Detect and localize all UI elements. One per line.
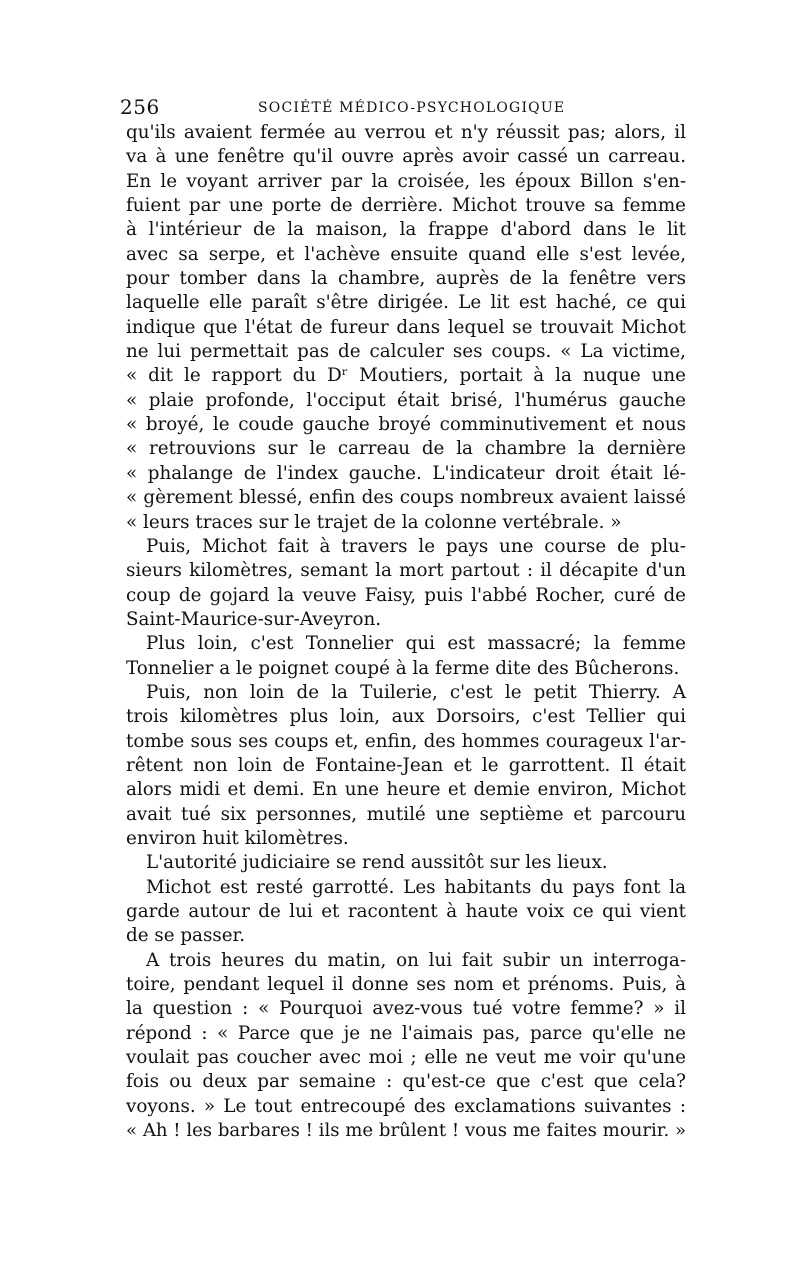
text-line: qu'ils avaient fermée au verrou et n'y réussit pas; alors, il — [126, 122, 686, 143]
text-line: avait tué six personnes, mutilé une septième et parcouru — [126, 803, 686, 825]
text-line: à l'intérieur de la maison, la frappe d'abord dans le lit — [126, 219, 686, 241]
text-line: pour tomber dans la chambre, auprès de la fenêtre vers — [126, 268, 686, 290]
text-line: garde autour de lui et racontent à haute voix ce qui vient — [126, 901, 686, 922]
body-text — [126, 121, 686, 1143]
text-line: « retrouvions sur le carreau de la chambre la dernière — [126, 438, 686, 460]
text-line: Michot est resté garrotté. Les habitants du pays font la — [146, 876, 686, 898]
running-title: SOCIÉTÉ MÉDICO-PSYCHOLOGIQUE — [258, 100, 566, 116]
text-line: rêtent non loin de Fontaine-Jean et le garrottent. Il était — [126, 754, 686, 776]
text-line: A trois heures du matin, on lui fait subir un interroga- — [146, 949, 686, 971]
text-line: tombe sous ses coups et, enfin, des hommes courageux l'ar- — [126, 730, 686, 752]
text-line: Saint-Maurice-sur-Aveyron. — [126, 608, 382, 630]
text-line: « dit le rapport du Dʳ Moutiers, portait à la nuque une — [126, 365, 686, 387]
running-head — [120, 94, 680, 120]
text-line: L'autorité judiciaire se rend aussitôt sur les lieux. — [146, 852, 608, 874]
text-line: trois kilomètres plus loin, aux Dorsoirs, c'est Tellier qui — [126, 706, 686, 728]
text-line: laquelle elle paraît s'être dirigée. Le lit est haché, ce qui — [126, 292, 686, 314]
text-line: « plaie profonde, l'occiput était brisé, l'humérus gauche — [126, 389, 686, 411]
text-line: alors midi et demi. En une heure et demie environ, Michot — [126, 779, 686, 801]
text-line: avec sa serpe, et l'achève ensuite quand elle s'est levée, — [126, 243, 686, 265]
text-line: ne lui permettait pas de calculer ses coups. « La victime, — [126, 341, 686, 363]
text-line: « gèrement blessé, enfin des coups nombreux avaient laissé — [126, 487, 686, 509]
text-line: Tonnelier a le poignet coupé à la ferme dite des Bûcherons. — [126, 657, 680, 679]
text-line: Puis, Michot fait à travers le pays une course de plu- — [146, 535, 686, 557]
text-line: Puis, non loin de la Tuilerie, c'est le petit Thierry. A — [146, 681, 686, 703]
text-line: fois ou deux par semaine : qu'est-ce que c'est que cela? — [126, 1071, 686, 1093]
text-line: En le voyant arriver par la croisée, les époux Billon s'en- — [126, 170, 686, 192]
text-line: fuient par une porte de derrière. Michot trouve sa femme — [126, 195, 686, 217]
text-line: coup de gojard la veuve Faisy, puis l'abbé Rocher, curé de — [126, 584, 686, 606]
text-line: « leurs traces sur le trajet de la colonne vertébrale. » — [126, 511, 622, 533]
text-line: « phalange de l'index gauche. L'indicateur droit était lé- — [126, 462, 686, 484]
text-line: environ huit kilomètres. — [126, 827, 349, 849]
text-line: va à une fenêtre qu'il ouvre après avoir cassé un carreau. — [126, 146, 686, 168]
text-line: voyons. » Le tout entrecoupé des exclamations suivantes : — [126, 1095, 686, 1117]
text-line: voulait pas coucher avec moi ; elle ne veut me voir qu'une — [126, 1047, 686, 1069]
text-line: « broyé, le coude gauche broyé comminutivement et nous — [126, 414, 686, 436]
text-line: la question : « Pourquoi avez-vous tué votre femme? » il — [126, 998, 686, 1020]
text-line: toire, pendant lequel il donne ses nom et prénoms. Puis, à — [126, 974, 686, 996]
text-line: de se passer. — [126, 925, 246, 947]
text-line: Plus loin, c'est Tonnelier qui est massacré; la femme — [146, 633, 686, 655]
text-line: indique que l'état de fureur dans lequel se trouvait Michot — [126, 316, 686, 338]
text-line: « Ah ! les barbares ! ils me brûlent ! vous me faites mourir. » — [126, 1120, 687, 1142]
text-line: sieurs kilomètres, semant la mort partout : il décapite d'un — [126, 560, 686, 582]
text-line: répond : « Parce que je ne l'aimais pas, parce qu'elle ne — [126, 1022, 686, 1044]
page-number: 256 — [120, 95, 160, 119]
